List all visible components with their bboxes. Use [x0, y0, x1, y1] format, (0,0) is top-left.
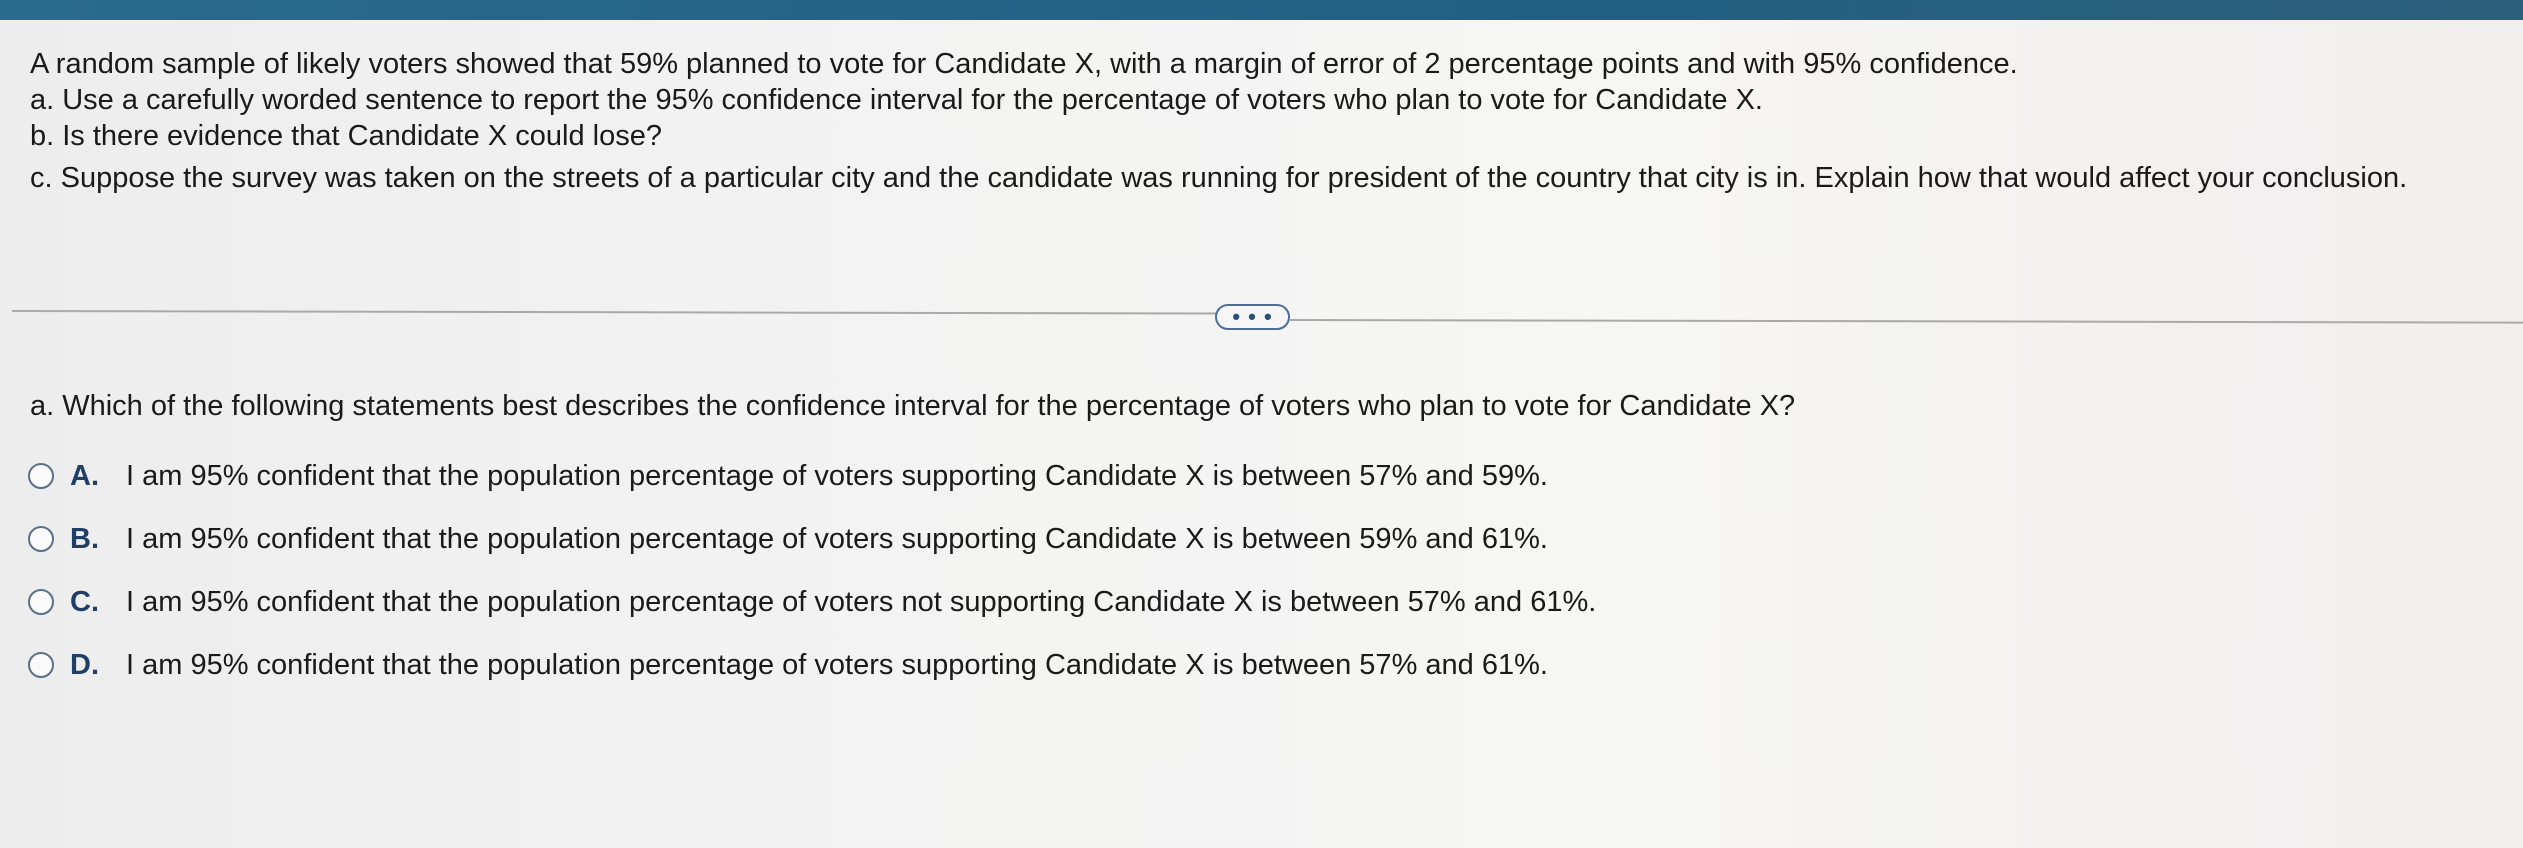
option-text: I am 95% confident that the population percentage of voters supporting Candidate X is between 59% and 61%. [126, 522, 1548, 555]
option-text: I am 95% confident that the population percentage of voters supporting Candidate X is between 57% and 61%. [126, 648, 1548, 681]
section-divider-left [12, 310, 1227, 315]
option-text: I am 95% confident that the population percentage of voters supporting Candidate X is between 57% and 59%. [126, 459, 1548, 492]
radio-button-icon[interactable] [28, 463, 54, 489]
problem-part-b: b. Is there evidence that Candidate X could lose? [30, 120, 662, 152]
option-letter: B. [70, 522, 99, 555]
option-b[interactable] [28, 521, 1596, 557]
option-letter: C. [70, 585, 99, 618]
expand-more-button[interactable]: • • • [1215, 304, 1290, 330]
problem-statement [30, 46, 2470, 196]
option-a[interactable] [28, 458, 1596, 494]
option-text: I am 95% confident that the population percentage of voters not supporting Candidate X is between 57% and 61%. [126, 585, 1597, 618]
option-c[interactable] [28, 584, 1596, 620]
radio-button-icon[interactable] [28, 589, 54, 615]
radio-button-icon[interactable] [28, 652, 54, 678]
top-header-bar [0, 0, 2523, 20]
answer-options [28, 458, 1596, 710]
radio-button-icon[interactable] [28, 526, 54, 552]
option-d[interactable] [28, 647, 1596, 683]
question-prompt: a. Which of the following statements best describes the confidence interval for the percentage of voters who plan to vote for Candidate X? [30, 390, 1796, 422]
option-letter: D. [70, 648, 99, 681]
option-letter: A. [70, 459, 99, 492]
problem-part-c: c. Suppose the survey was taken on the streets of a particular city and the candidate was running for president of the country that city is in. Explain how that would affect your conclusion. [30, 162, 2408, 194]
section-divider-right [1290, 319, 2523, 324]
problem-intro: A random sample of likely voters showed that 59% planned to vote for Candidate X, with a margin of error of 2 percentage points and with 95% confidence. [30, 48, 2018, 80]
problem-part-a: a. Use a carefully worded sentence to report the 95% confidence interval for the percentage of voters who plan to vote for Candidate X. [30, 84, 1763, 116]
